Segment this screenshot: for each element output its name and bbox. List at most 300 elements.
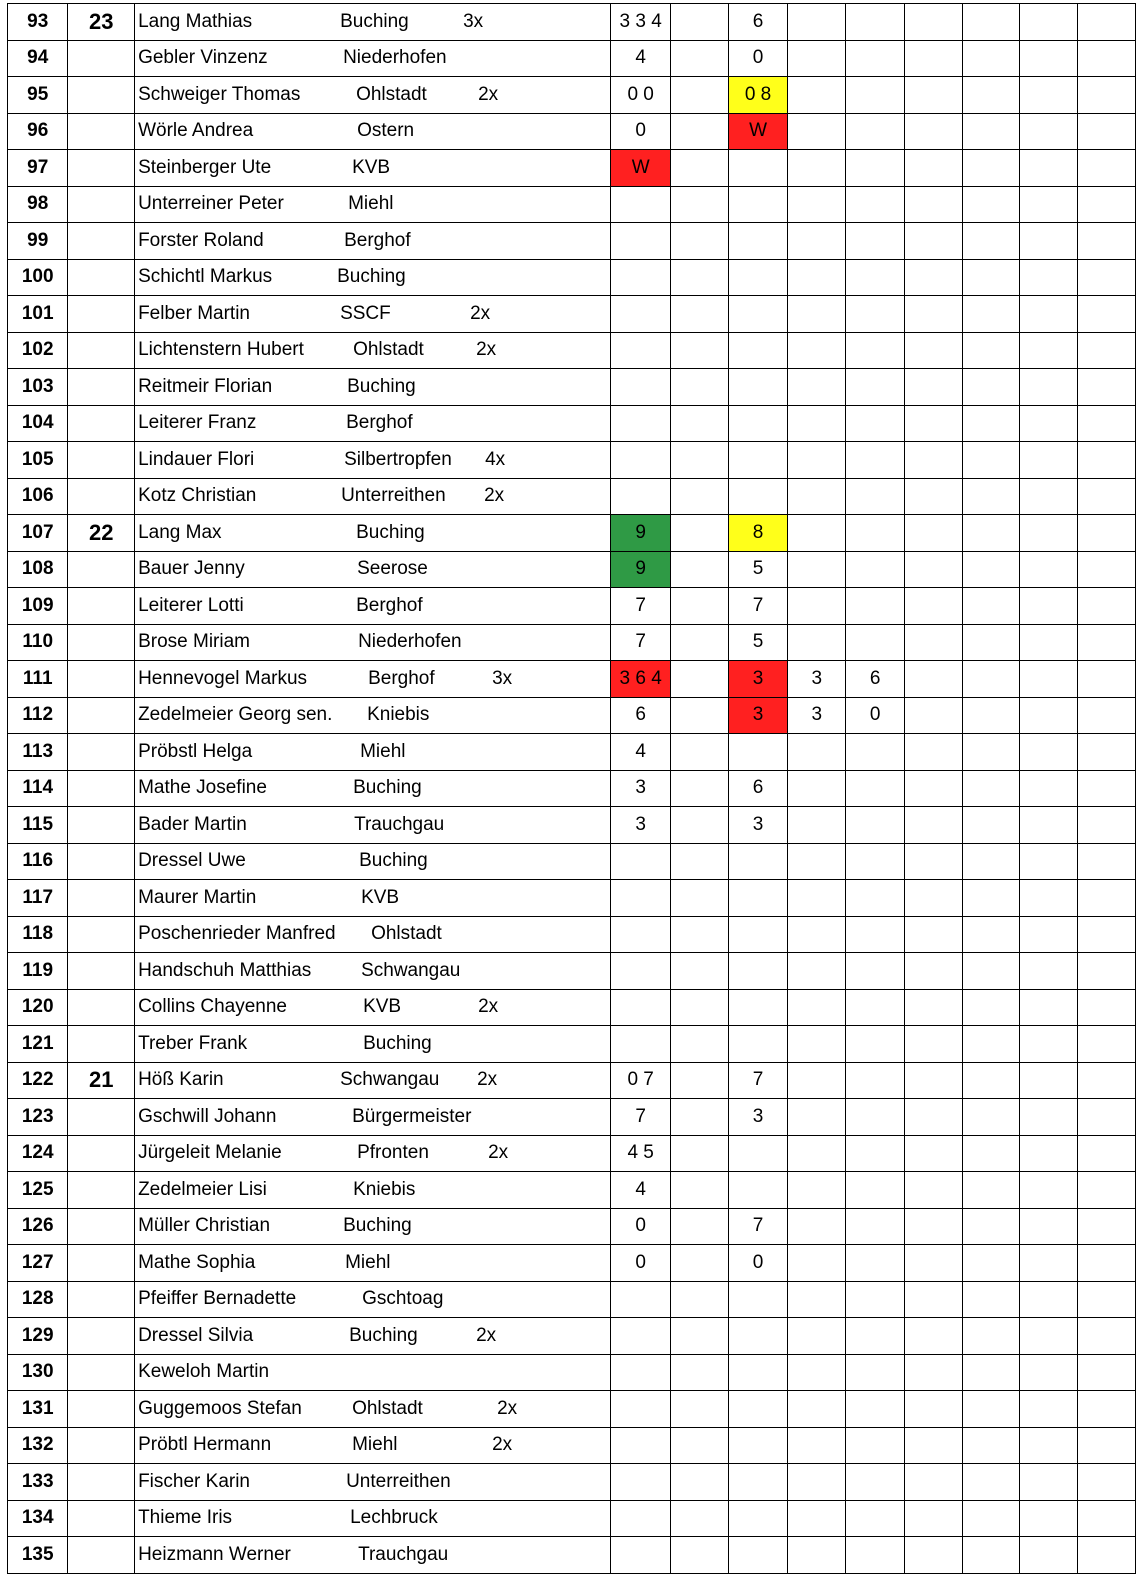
score-cell xyxy=(904,40,962,77)
participant-name: Guggemoos Stefan xyxy=(138,1397,302,1419)
participant-cell xyxy=(135,1281,611,1318)
score-cell xyxy=(671,515,729,552)
score-cell xyxy=(728,843,787,880)
score-cell: 3 xyxy=(728,1099,787,1136)
participant-name: Zedelmeier Georg sen. xyxy=(138,704,333,726)
participant-club: Buching xyxy=(359,850,428,872)
score-cell xyxy=(904,332,962,369)
score-cell xyxy=(611,223,671,260)
participant-cell xyxy=(135,186,611,223)
score-cell xyxy=(1020,661,1078,698)
participant-name: Pröbtl Hermann xyxy=(138,1434,272,1456)
participant-name: Leiterer Lotti xyxy=(138,594,244,616)
score-cell: 6 xyxy=(846,661,904,698)
participant-cell xyxy=(135,515,611,552)
rank-cell xyxy=(68,1208,135,1245)
participant-name: Müller Christian xyxy=(138,1215,271,1237)
table-row xyxy=(8,1537,1136,1574)
score-cell xyxy=(1078,40,1136,77)
score-cell xyxy=(846,1537,904,1574)
score-cell: 0 0 xyxy=(611,77,671,114)
table-row xyxy=(8,1099,1136,1136)
participant-name: Wörle Andrea xyxy=(138,120,254,142)
score-cell xyxy=(788,551,846,588)
score-cell: 8 xyxy=(728,515,787,552)
score-cell xyxy=(728,1427,787,1464)
score-cell xyxy=(728,1318,787,1355)
participant-club: Ohlstadt xyxy=(352,1397,423,1419)
participant-cell xyxy=(135,369,611,406)
score-cell xyxy=(728,442,787,479)
participant-name: Dressel Silvia xyxy=(138,1324,254,1346)
score-cell xyxy=(728,880,787,917)
score-cell xyxy=(1020,807,1078,844)
row-number: 131 xyxy=(8,1391,68,1428)
score-cell xyxy=(1078,405,1136,442)
score-cell xyxy=(611,332,671,369)
score-cell xyxy=(846,1245,904,1282)
participant-cell xyxy=(135,1245,611,1282)
participant-cell xyxy=(135,588,611,625)
participant-name: Felber Martin xyxy=(138,302,250,324)
participant-club: Ohlstadt xyxy=(371,923,442,945)
score-cell xyxy=(788,259,846,296)
score-cell xyxy=(1020,1245,1078,1282)
score-cell xyxy=(788,478,846,515)
rank-cell: 22 xyxy=(68,515,135,552)
score-cell xyxy=(1078,442,1136,479)
score-cell xyxy=(611,989,671,1026)
participant-cell xyxy=(135,332,611,369)
score-cell xyxy=(611,1281,671,1318)
score-cell xyxy=(1078,1318,1136,1355)
score-cell xyxy=(1020,1500,1078,1537)
score-cell xyxy=(1020,1318,1078,1355)
score-cell xyxy=(1020,588,1078,625)
participant-club: Ohlstadt xyxy=(356,83,427,105)
score-cell xyxy=(904,113,962,150)
score-cell xyxy=(1020,770,1078,807)
score-cell xyxy=(1020,1026,1078,1063)
table-row xyxy=(8,697,1136,734)
participant-club: Berghof xyxy=(368,667,435,689)
score-cell xyxy=(904,515,962,552)
score-cell xyxy=(1020,843,1078,880)
score-cell xyxy=(728,1281,787,1318)
score-cell xyxy=(788,296,846,333)
table-row xyxy=(8,843,1136,880)
table-row xyxy=(8,1172,1136,1209)
participant-cell xyxy=(135,1172,611,1209)
score-cell xyxy=(962,953,1020,990)
score-cell xyxy=(671,807,729,844)
participant-club: Niederhofen xyxy=(343,47,447,69)
score-cell xyxy=(846,1099,904,1136)
score-cell xyxy=(846,442,904,479)
score-cell xyxy=(846,40,904,77)
score-cell xyxy=(1020,296,1078,333)
rank-cell xyxy=(68,113,135,150)
score-cell xyxy=(962,77,1020,114)
row-number: 125 xyxy=(8,1172,68,1209)
score-cell xyxy=(962,478,1020,515)
score-cell xyxy=(846,77,904,114)
score-cell xyxy=(1078,1135,1136,1172)
score-cell xyxy=(788,1318,846,1355)
score-cell xyxy=(904,588,962,625)
row-number: 102 xyxy=(8,332,68,369)
participant-club: Buching xyxy=(356,521,425,543)
score-cell xyxy=(846,551,904,588)
participant-cell xyxy=(135,150,611,187)
score-cell xyxy=(1078,1099,1136,1136)
score-cell xyxy=(962,697,1020,734)
score-cell xyxy=(1078,734,1136,771)
rank-cell xyxy=(68,989,135,1026)
participant-name: Höß Karin xyxy=(138,1069,224,1091)
table-row xyxy=(8,478,1136,515)
score-cell xyxy=(1020,77,1078,114)
row-number: 121 xyxy=(8,1026,68,1063)
score-cell xyxy=(671,1099,729,1136)
score-cell xyxy=(671,953,729,990)
score-cell: 6 xyxy=(728,770,787,807)
score-cell xyxy=(846,1172,904,1209)
participant-club: Miehl xyxy=(360,740,406,762)
participant-name: Bauer Jenny xyxy=(138,558,245,580)
score-cell xyxy=(846,1500,904,1537)
table-row xyxy=(8,624,1136,661)
score-cell xyxy=(671,1026,729,1063)
score-cell: 4 xyxy=(611,1172,671,1209)
participant-cell xyxy=(135,843,611,880)
score-cell xyxy=(611,1354,671,1391)
rank-cell xyxy=(68,551,135,588)
score-cell xyxy=(671,332,729,369)
participant-name: Fischer Karin xyxy=(138,1470,250,1492)
row-number: 95 xyxy=(8,77,68,114)
rank-cell xyxy=(68,624,135,661)
row-number: 100 xyxy=(8,259,68,296)
score-table xyxy=(7,3,1136,1574)
table-row xyxy=(8,989,1136,1026)
score-cell xyxy=(1020,515,1078,552)
score-cell xyxy=(1078,916,1136,953)
table-row xyxy=(8,113,1136,150)
participant-name: Heizmann Werner xyxy=(138,1543,291,1565)
participation-count: 2x xyxy=(484,485,505,507)
rank-cell xyxy=(68,807,135,844)
participant-cell xyxy=(135,1135,611,1172)
score-cell xyxy=(846,223,904,260)
score-cell xyxy=(728,1135,787,1172)
row-number: 94 xyxy=(8,40,68,77)
score-cell xyxy=(1020,1427,1078,1464)
score-cell xyxy=(1020,697,1078,734)
score-cell xyxy=(788,40,846,77)
score-cell xyxy=(611,1391,671,1428)
score-cell xyxy=(728,150,787,187)
score-cell xyxy=(788,77,846,114)
score-cell xyxy=(788,1537,846,1574)
score-cell xyxy=(962,1391,1020,1428)
score-cell xyxy=(904,661,962,698)
rank-cell xyxy=(68,880,135,917)
score-cell xyxy=(671,1208,729,1245)
score-cell xyxy=(962,843,1020,880)
participant-club: Buching xyxy=(343,1215,412,1237)
row-number: 103 xyxy=(8,369,68,406)
score-cell xyxy=(904,1062,962,1099)
score-cell xyxy=(962,1354,1020,1391)
score-cell xyxy=(1078,880,1136,917)
score-cell xyxy=(904,77,962,114)
score-cell xyxy=(671,661,729,698)
row-number: 112 xyxy=(8,697,68,734)
score-cell: 3 xyxy=(728,661,787,698)
score-cell xyxy=(788,186,846,223)
score-cell xyxy=(962,1135,1020,1172)
score-cell xyxy=(611,478,671,515)
table-row xyxy=(8,734,1136,771)
score-cell xyxy=(788,332,846,369)
score-cell xyxy=(1078,807,1136,844)
row-number: 104 xyxy=(8,405,68,442)
rank-cell xyxy=(68,953,135,990)
score-cell xyxy=(671,624,729,661)
participant-club: Berghof xyxy=(356,594,423,616)
participant-cell xyxy=(135,770,611,807)
score-cell xyxy=(904,1318,962,1355)
participant-club: Pfronten xyxy=(357,1142,429,1164)
score-cell xyxy=(1020,1281,1078,1318)
row-number: 99 xyxy=(8,223,68,260)
score-cell xyxy=(671,1135,729,1172)
score-cell xyxy=(788,1099,846,1136)
score-cell xyxy=(962,770,1020,807)
score-cell xyxy=(962,1026,1020,1063)
score-cell xyxy=(1078,1026,1136,1063)
rank-cell xyxy=(68,1500,135,1537)
rank-cell xyxy=(68,661,135,698)
participant-cell xyxy=(135,661,611,698)
score-cell xyxy=(1078,1391,1136,1428)
score-cell xyxy=(671,880,729,917)
score-cell xyxy=(611,880,671,917)
score-cell xyxy=(962,1172,1020,1209)
participant-name: Dressel Uwe xyxy=(138,850,246,872)
score-cell xyxy=(904,807,962,844)
score-cell xyxy=(671,478,729,515)
score-cell xyxy=(1020,405,1078,442)
score-cell xyxy=(1020,551,1078,588)
participant-club: Schwangau xyxy=(361,959,461,981)
rank-cell xyxy=(68,186,135,223)
score-cell xyxy=(846,1354,904,1391)
participant-name: Pfeiffer Bernadette xyxy=(138,1288,297,1310)
score-cell xyxy=(728,369,787,406)
rank-cell xyxy=(68,259,135,296)
score-cell xyxy=(788,442,846,479)
score-cell: 0 xyxy=(728,1245,787,1282)
score-cell: 3 xyxy=(788,697,846,734)
score-cell xyxy=(904,1427,962,1464)
score-cell xyxy=(904,1135,962,1172)
score-cell xyxy=(788,770,846,807)
rank-cell xyxy=(68,1391,135,1428)
score-cell xyxy=(1020,4,1078,41)
score-cell xyxy=(788,223,846,260)
score-cell xyxy=(788,734,846,771)
rank-cell xyxy=(68,770,135,807)
rank-cell xyxy=(68,1281,135,1318)
participant-name: Hennevogel Markus xyxy=(138,667,308,689)
score-cell: 9 xyxy=(611,515,671,552)
score-cell xyxy=(846,332,904,369)
table-row xyxy=(8,880,1136,917)
score-cell xyxy=(1078,296,1136,333)
score-cell xyxy=(671,1537,729,1574)
score-cell: 6 xyxy=(611,697,671,734)
score-cell: 0 7 xyxy=(611,1062,671,1099)
score-cell xyxy=(788,113,846,150)
score-cell xyxy=(671,150,729,187)
rank-cell: 21 xyxy=(68,1062,135,1099)
row-number: 126 xyxy=(8,1208,68,1245)
participant-name: Kotz Christian xyxy=(138,485,257,507)
score-cell xyxy=(1078,661,1136,698)
score-cell xyxy=(904,259,962,296)
score-cell xyxy=(671,1281,729,1318)
row-number: 124 xyxy=(8,1135,68,1172)
participation-count: 2x xyxy=(476,1324,497,1346)
row-number: 93 xyxy=(8,4,68,41)
score-cell xyxy=(846,624,904,661)
score-cell xyxy=(1078,1354,1136,1391)
score-cell xyxy=(671,734,729,771)
participant-cell xyxy=(135,807,611,844)
row-number: 117 xyxy=(8,880,68,917)
table-row xyxy=(8,442,1136,479)
participant-cell xyxy=(135,1208,611,1245)
score-cell xyxy=(904,1500,962,1537)
participant-cell xyxy=(135,1026,611,1063)
score-cell xyxy=(1020,332,1078,369)
participation-count: 2x xyxy=(476,339,497,361)
score-cell xyxy=(904,369,962,406)
participant-club: KVB xyxy=(361,886,400,908)
participant-name: Thieme Iris xyxy=(138,1507,233,1529)
score-cell xyxy=(962,150,1020,187)
participant-name: Schweiger Thomas xyxy=(138,83,301,105)
rank-cell xyxy=(68,478,135,515)
score-cell xyxy=(671,1318,729,1355)
participant-club: Berghof xyxy=(346,412,413,434)
score-cell: 7 xyxy=(728,1208,787,1245)
score-cell xyxy=(671,1062,729,1099)
score-cell xyxy=(671,186,729,223)
score-cell xyxy=(962,1318,1020,1355)
score-cell xyxy=(728,186,787,223)
score-cell: 3 3 4 xyxy=(611,4,671,41)
score-cell xyxy=(846,1026,904,1063)
rank-cell xyxy=(68,369,135,406)
participant-cell xyxy=(135,405,611,442)
score-cell xyxy=(788,1391,846,1428)
score-cell xyxy=(1078,1281,1136,1318)
score-cell xyxy=(962,515,1020,552)
participant-cell xyxy=(135,1062,611,1099)
row-number: 108 xyxy=(8,551,68,588)
score-cell xyxy=(904,551,962,588)
score-cell xyxy=(611,259,671,296)
table-row xyxy=(8,1318,1136,1355)
participant-cell xyxy=(135,40,611,77)
table-row xyxy=(8,1245,1136,1282)
score-cell xyxy=(788,1172,846,1209)
score-cell xyxy=(671,40,729,77)
score-cell xyxy=(728,1500,787,1537)
score-cell xyxy=(846,1318,904,1355)
participant-club: Gschtoag xyxy=(362,1288,444,1310)
participation-count: 2x xyxy=(470,302,491,324)
score-cell xyxy=(1020,989,1078,1026)
score-cell xyxy=(1078,1172,1136,1209)
score-cell: 9 xyxy=(611,551,671,588)
score-cell: 4 5 xyxy=(611,1135,671,1172)
table-row xyxy=(8,1427,1136,1464)
rank-cell xyxy=(68,442,135,479)
score-cell xyxy=(671,1245,729,1282)
score-cell xyxy=(962,1500,1020,1537)
row-number: 114 xyxy=(8,770,68,807)
participant-club: Buching xyxy=(337,266,406,288)
row-number: 110 xyxy=(8,624,68,661)
participant-cell xyxy=(135,4,611,41)
participant-name: Leiterer Franz xyxy=(138,412,257,434)
rank-cell xyxy=(68,1135,135,1172)
row-number: 109 xyxy=(8,588,68,625)
score-cell xyxy=(788,150,846,187)
score-cell: 5 xyxy=(728,551,787,588)
score-cell xyxy=(904,734,962,771)
rank-cell xyxy=(68,332,135,369)
score-cell xyxy=(846,296,904,333)
participant-cell xyxy=(135,551,611,588)
score-cell xyxy=(1078,515,1136,552)
participant-name: Forster Roland xyxy=(138,229,264,251)
score-cell xyxy=(788,1427,846,1464)
score-cell xyxy=(1078,1464,1136,1501)
score-cell xyxy=(671,442,729,479)
participant-cell xyxy=(135,1464,611,1501)
score-cell xyxy=(904,1208,962,1245)
rank-cell xyxy=(68,77,135,114)
score-cell xyxy=(611,296,671,333)
score-cell xyxy=(904,624,962,661)
score-cell xyxy=(1020,1537,1078,1574)
score-cell xyxy=(1078,989,1136,1026)
participant-name: Lindauer Flori xyxy=(138,448,255,470)
score-cell xyxy=(962,734,1020,771)
score-cell xyxy=(904,4,962,41)
participant-cell xyxy=(135,953,611,990)
participant-name: Lichtenstern Hubert xyxy=(138,339,304,361)
participant-cell xyxy=(135,880,611,917)
rank-cell xyxy=(68,697,135,734)
table-row xyxy=(8,40,1136,77)
row-number: 96 xyxy=(8,113,68,150)
